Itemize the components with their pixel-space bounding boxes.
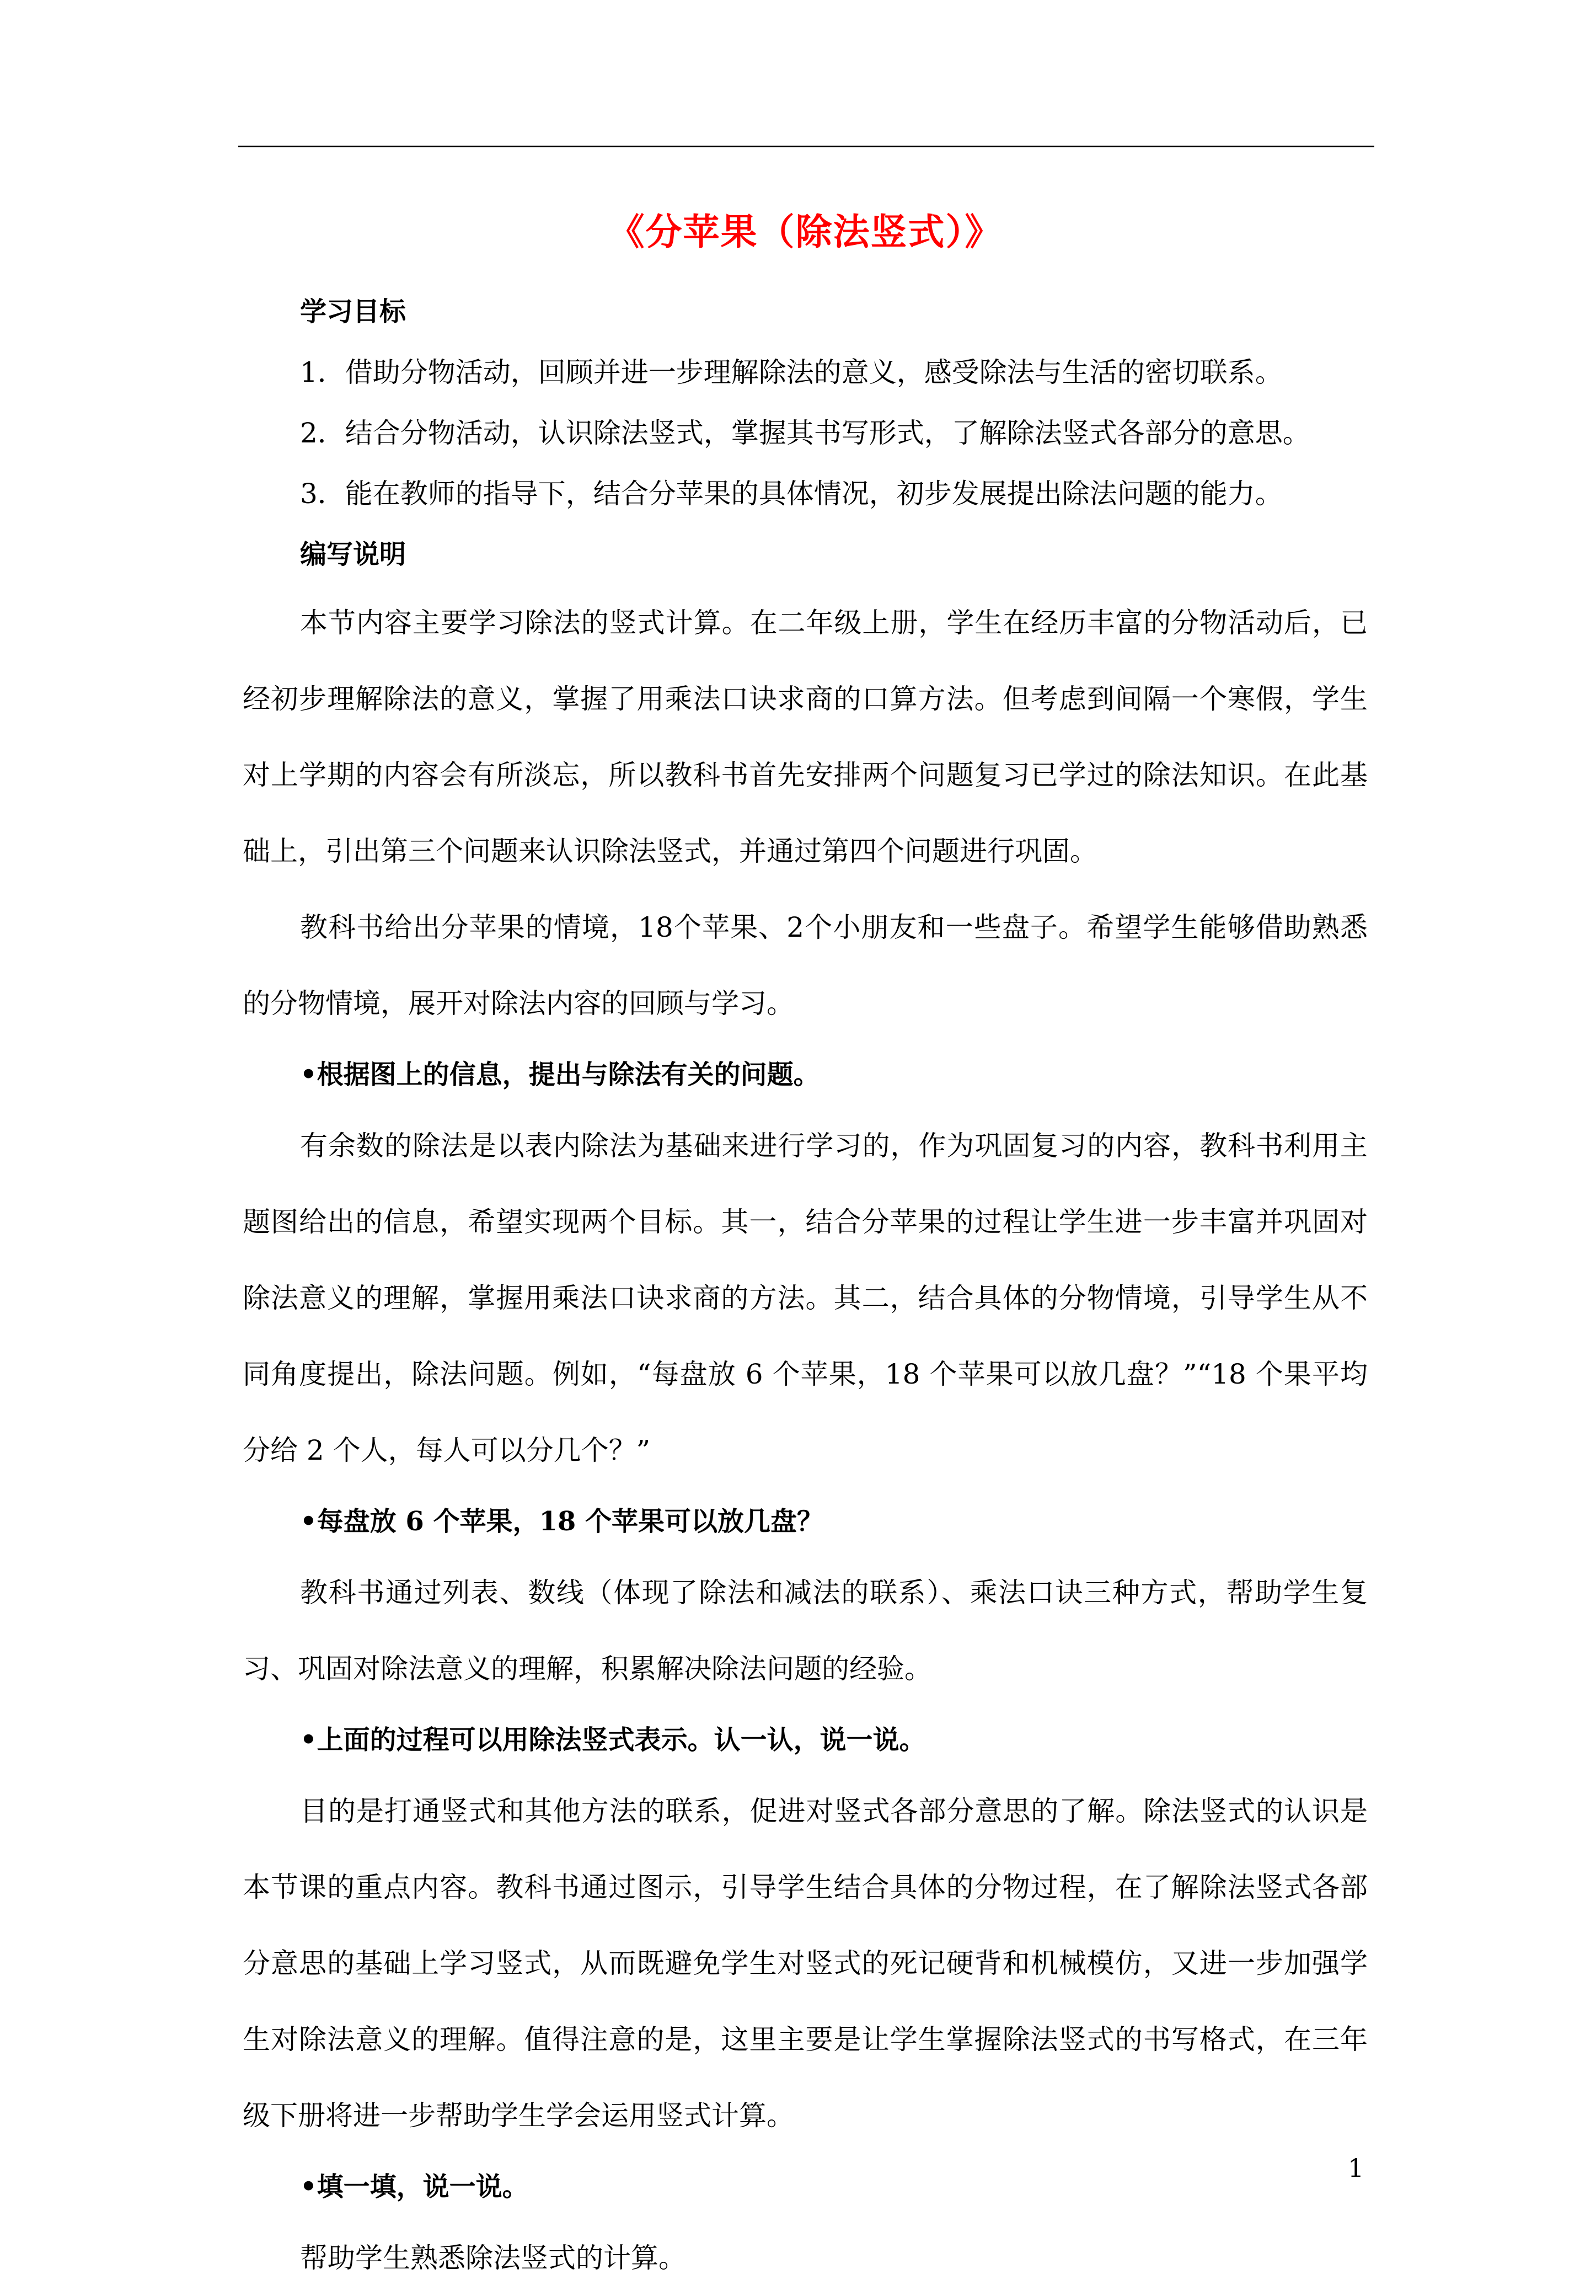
body-paragraph: 帮助学生熟悉除法竖式的计算。 [300, 2242, 686, 2274]
body-paragraph: 教科书通过列表、数线（体现了除法和减法的联系）、乘法口诀三种方式，帮助学生复习、巩固对除法意义的理解，积累解决除法问题的经验。 [243, 1577, 1368, 1685]
body-paragraph: 目的是打通竖式和其他方法的联系，促进对竖式各部分意思的了解。除法竖式的认识是本节课的重点内容。教科书通过图示，引导学生结合具体的分物过程，在了解除法竖式各部分意思的基础上学习竖式，从而既避免学生对竖式的死记硬背和机械模仿，又进一步加强学生对除法意义的理解。值得注意的是，这里主要是让学生掌握除法竖式的书写格式，在三年级下册将进一步帮助学生学会运用竖式计算。 [243, 1795, 1368, 2132]
learning-goal-item: 1．借助分物活动，回顾并进一步理解除法的意义，感受除法与生活的密切联系。 [300, 356, 1283, 388]
document-title: 《分苹果（除法竖式）》 [608, 210, 1003, 253]
bullet-heading: •根据图上的信息，提出与除法有关的问题。 [300, 1059, 820, 1090]
bullet-heading: •上面的过程可以用除法竖式表示。认一认，说一说。 [300, 1724, 926, 1755]
body-paragraph: 本节内容主要学习除法的竖式计算。在二年级上册，学生在经历丰富的分物活动后，已经初步理解除法的意义，掌握了用乘法口诀求商的口算方法。但考虑到间隔一个寒假，学生对上学期的内容会有所淡忘，所以教科书首先安排两个问题复习已学过的除法知识。在此基础上，引出第三个问题来认识除法竖式，并通过第四个问题进行巩固。 [243, 607, 1368, 867]
document-body [243, 204, 1368, 2296]
writing-notes-heading: 编写说明 [300, 539, 406, 570]
learning-goal-item: 2．结合分物活动，认识除法竖式，掌握其书写形式，了解除法竖式各部分的意思。 [300, 417, 1310, 449]
bullet-heading: •填一填，说一说。 [300, 2171, 529, 2202]
header-rule [238, 146, 1374, 147]
bullet-heading: •每盘放 6 个苹果，18 个苹果可以放几盘？ [300, 1506, 824, 1537]
learning-goals-heading: 学习目标 [300, 296, 406, 327]
page-number: 1 [1348, 2153, 1364, 2183]
learning-goal-item: 3．能在教师的指导下，结合分苹果的具体情况，初步发展提出除法问题的能力。 [300, 478, 1283, 510]
body-paragraph: 有余数的除法是以表内除法为基础来进行学习的，作为巩固复习的内容，教科书利用主题图给出的信息，希望实现两个目标。其一，结合分苹果的过程让学生进一步丰富并巩固对除法意义的理解，掌握用乘法口诀求商的方法。其二，结合具体的分物情境，引导学生从不同角度提出，除法问题。例如，“每盘放 6 个苹果，18 个苹果可以放几盘？”“18 个果平均分给 2 个人，每人可以分几个？” [243, 1130, 1368, 1466]
body-paragraph: 教科书给出分苹果的情境，18个苹果、2个小朋友和一些盘子。希望学生能够借助熟悉的分物情境，展开对除法内容的回顾与学习。 [243, 911, 1368, 1019]
